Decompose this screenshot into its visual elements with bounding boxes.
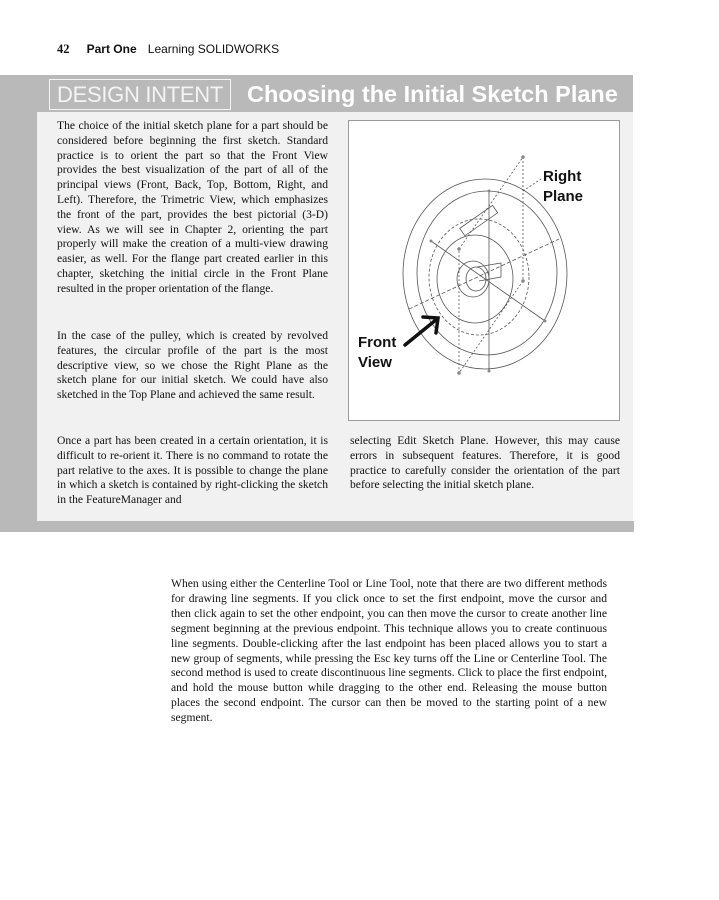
part-label: Part One [86,42,137,56]
box-title: Choosing the Initial Sketch Plane [247,81,618,107]
box-paragraph-2: In the case of the pulley, which is created by revolved features, the circular profile of the part is the most descriptive view, so we chose the Right Plane as the sketch plane for our initial sketch. We could have also sketched in the Top Plane and achieved the same result. [57,329,328,402]
box-paragraph-1: The choice of the initial sketch plane for a part should be considered before beginning the first sketch. Standard practice is to orient the part so that the Front View provides the best visualization of the part of all of the principal views (Front, Back, Top, Bottom, Right, and Left). Therefore, the Trimetric View, which emphasizes the front of the part, provides the best pictorial (3-D) view. As we will see in Chapter 2, orienting the part properly will make the creation of a multi-view drawing easier, as well. For the flange part created earlier in this chapter, sketching the initial circle in the Front Plane resulted in the proper orientation of the flange. [57,119,328,295]
pulley-ring-3 [429,219,529,335]
pulley-ring-4 [437,235,513,323]
pulley-figure [348,120,620,421]
design-intent-label: DESIGN INTENT [49,79,231,110]
front-view-label-text: Front View [358,334,397,371]
front-view-arrow [405,317,438,345]
pulley-drawing [349,121,619,420]
book-title: Learning SOLIDWORKS [147,42,280,56]
axis-horizontal [409,239,559,309]
pulley-bore [466,267,486,291]
axis-diagonal [431,241,545,321]
front-view-label [358,333,396,373]
box-paragraph-4: selecting Edit Sketch Plane. However, this may cause errors in subsequent features. Therefore, it is good practice to carefully consider the orientation of the part before selecting the initial sketch plane. [350,434,620,492]
pulley-hub [457,261,489,297]
running-header [57,42,279,57]
right-plane-label [543,167,583,207]
right-plane-label-text: Right Plane [543,168,584,205]
right-plane-leader [523,179,541,191]
box-corner-decoration [612,521,634,532]
body-paragraph: When using either the Centerline Tool or Line Tool, note that there are two different methods for drawing line segments. If you click once to set the first endpoint, move the cursor and then click again to set the other endpoint, you can then move the cursor to create another line segment beginning at the previous endpoint. This technique allows you to create continuous line segments. Double-clicking after the last endpoint has been placed allows you to start a new group of segments, while pressing the Esc key turns off the Line or Centerline Tool. The second method is used to create discontinuous line segments. Click to place the first endpoint, and hold the mouse button while dragging to the other end. Releasing the mouse button places the second endpoint. The cursor can then be moved to the starting point of a new segment. [171,577,607,725]
page-number: 42 [57,42,70,56]
box-paragraph-3: Once a part has been created in a certain orientation, it is difficult to re-orient it. There is no command to rotate the part relative to the axes. It is possible to change the plane in which a sketch is contained by right-clicking the sketch in the FeatureManager and [57,434,328,507]
